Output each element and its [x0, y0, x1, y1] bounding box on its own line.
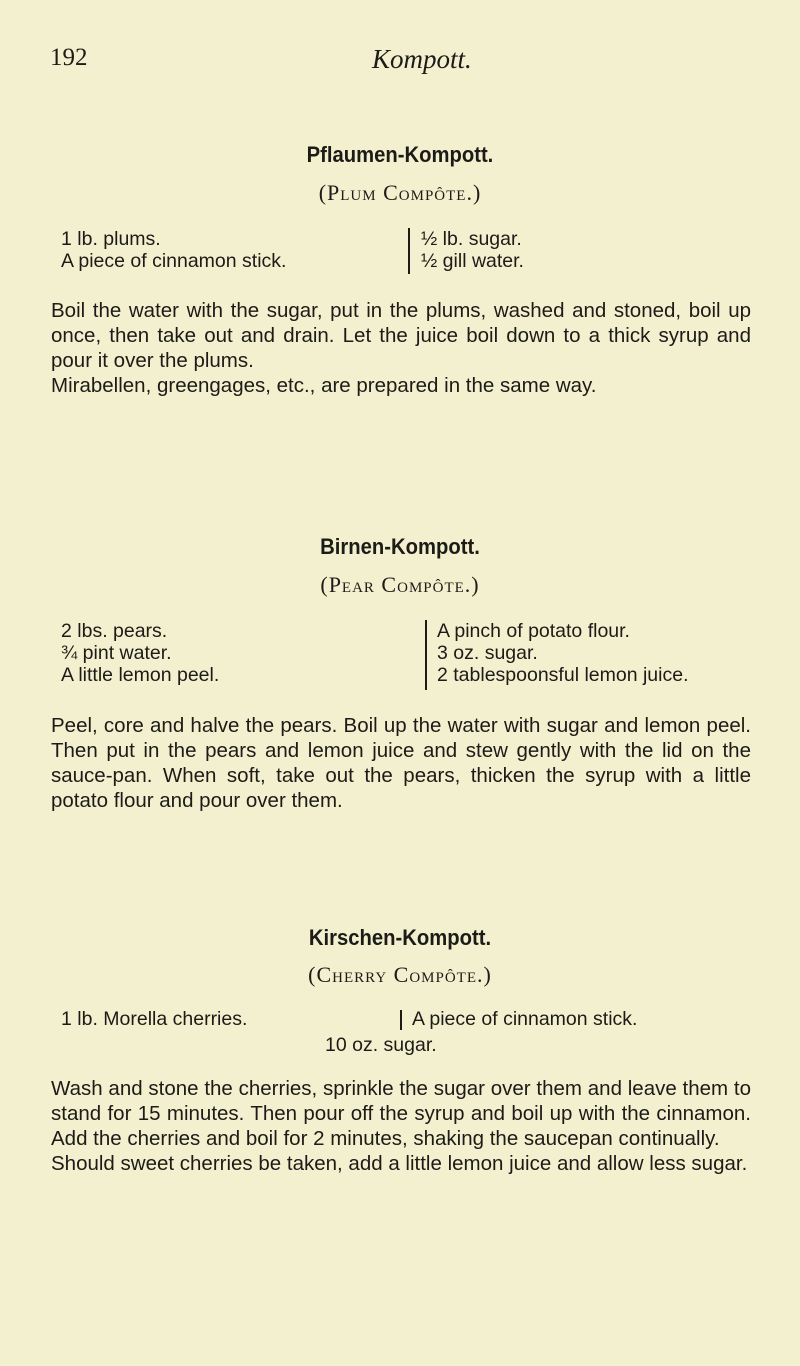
ingredient: 2 lbs. pears. — [61, 620, 168, 642]
recipe-subtitle: (Cherry Compôte.) — [308, 962, 492, 987]
ingredient: 10 oz. sugar. — [325, 1034, 437, 1056]
paragraph: Wash and stone the cherries, sprinkle the sugar over them and leave them to stand for 15 minutes. Then pour off the syrup and boil up with the cinnamon. Add the cherries and boil for 2 minutes, shaking the saucepan continually. — [51, 1077, 751, 1150]
ingredients-left — [61, 620, 219, 686]
ingredient: 1 lb. Morella cherries. — [61, 1008, 248, 1030]
ingredient: ½ gill water. — [421, 250, 524, 272]
recipe-subtitle: (Pear Compôte.) — [320, 572, 480, 597]
paragraph: Boil the water with the sugar, put in the plums, washed and stoned, boil up once, then take out and drain. Let the juice boil down to a thick syrup and pour it over the plums. — [51, 299, 751, 372]
recipe-instructions — [51, 298, 751, 398]
paragraph: Peel, core and halve the pears. Boil up the water with sugar and lemon peel. Then put in the pears and lemon juice and stew gently with the lid on the sauce-pan. When soft, take out the pears, thicken the syrup with a little potato flour and pour over them. — [51, 714, 751, 812]
page-number: 192 — [50, 44, 88, 71]
recipe-instructions — [51, 1076, 751, 1176]
page-header — [50, 44, 750, 84]
ingredient: A little lemon peel. — [61, 664, 220, 686]
ingredients-right — [437, 620, 689, 686]
running-title: Kompott. — [372, 44, 472, 74]
ingredient-divider — [408, 228, 410, 274]
recipe-subtitle: (Plum Compôte.) — [318, 180, 482, 205]
ingredients-right — [421, 228, 524, 272]
ingredients-left — [61, 228, 286, 272]
recipe-title: Birnen-Kompott. — [320, 534, 480, 559]
ingredient: 3 oz. sugar. — [437, 642, 538, 664]
recipe-title: Pflaumen-Kompott. — [306, 142, 494, 167]
recipe-title: Kirschen-Kompott. — [308, 925, 492, 950]
ingredient-divider — [425, 620, 427, 690]
ingredient-divider — [400, 1010, 402, 1030]
recipe-instructions — [51, 713, 751, 813]
ingredient: A piece of cinnamon stick. — [61, 250, 287, 272]
ingredient: A piece of cinnamon stick. — [412, 1008, 638, 1030]
ingredient: A pinch of potato flour. — [437, 620, 630, 642]
ingredient: 1 lb. plums. — [61, 228, 161, 250]
ingredient: ¾ pint water. — [61, 642, 172, 664]
ingredient: ½ lb. sugar. — [421, 228, 522, 250]
ingredient: 2 tablespoonsful lemon juice. — [437, 664, 689, 686]
paragraph: Mirabellen, greengages, etc., are prepared in the same way. — [51, 374, 597, 397]
paragraph: Should sweet cherries be taken, add a little lemon juice and allow less sugar. — [51, 1152, 748, 1175]
